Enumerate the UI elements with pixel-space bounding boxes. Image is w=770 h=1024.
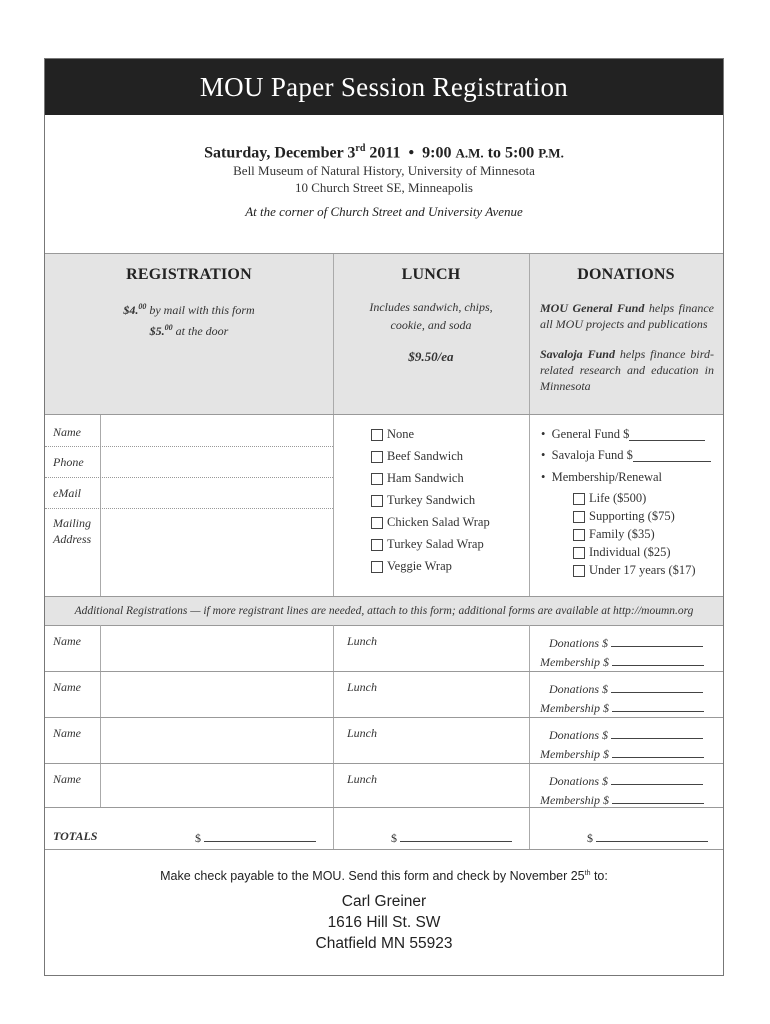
- checkbox-icon[interactable]: [371, 451, 383, 463]
- additional-row-donations[interactable]: Donations $: [549, 726, 703, 743]
- checkbox-icon[interactable]: [573, 493, 585, 505]
- checkbox-icon[interactable]: [371, 517, 383, 529]
- checkbox-icon[interactable]: [573, 511, 585, 523]
- additional-row-membership[interactable]: Membership $: [540, 653, 704, 670]
- bullet: •: [408, 144, 415, 162]
- total-registration[interactable]: $: [195, 829, 316, 846]
- mailing-address-input[interactable]: [101, 510, 333, 594]
- phone-label: Phone: [53, 455, 84, 469]
- mail-price: $4.00 by mail with this form: [123, 302, 255, 317]
- checkbox-icon[interactable]: [371, 539, 383, 551]
- event-details: [45, 115, 723, 254]
- address: 10 Church Street SE, Minneapolis: [294, 180, 473, 196]
- event-date-time: [45, 143, 723, 162]
- am-label: A.M.: [455, 145, 484, 161]
- name-input[interactable]: [101, 417, 333, 445]
- lunch-option-beef[interactable]: Beef Sandwich: [371, 449, 463, 464]
- registration-heading: REGISTRATION: [126, 266, 252, 283]
- additional-row-lunch-label: Lunch: [347, 680, 377, 694]
- lunch-description: Includes sandwich, chips, cookie, and soda $9.50/ea: [333, 298, 529, 366]
- additional-row-name-label: Name: [53, 680, 81, 694]
- door-price: $5.00 at the door: [149, 323, 229, 338]
- pm-label: P.M.: [538, 145, 564, 161]
- form-title: MOU Paper Session Registration: [45, 59, 723, 115]
- registration-prices: [45, 298, 333, 340]
- membership-family[interactable]: Family ($35): [573, 527, 655, 542]
- lunch-option-turkey-wrap[interactable]: Turkey Salad Wrap: [371, 537, 484, 552]
- registration-form: [44, 58, 724, 976]
- additional-row-name-label: Name: [53, 634, 81, 648]
- start-time: 9:00: [422, 144, 452, 162]
- lunch-option-none[interactable]: None: [371, 427, 414, 442]
- additional-row-lunch-label: Lunch: [347, 726, 377, 740]
- event-year: 2011: [365, 144, 401, 162]
- checkbox-icon[interactable]: [371, 473, 383, 485]
- mailing-address: [45, 891, 723, 954]
- event-date: Saturday, December 3: [204, 144, 356, 162]
- membership-supporting[interactable]: Supporting ($75): [573, 509, 675, 524]
- checkbox-icon[interactable]: [371, 429, 383, 441]
- checkbox-icon[interactable]: [371, 561, 383, 573]
- phone-input[interactable]: [101, 448, 333, 476]
- savaloja-fund-desc: Savaloja Fund helps finance bird-related research and education in Minnesota: [540, 347, 714, 393]
- membership-renewal: • Membership/Renewal: [541, 470, 663, 484]
- lunch-option-ham[interactable]: Ham Sandwich: [371, 471, 464, 486]
- additional-row-lunch-label: Lunch: [347, 772, 377, 786]
- membership-individual[interactable]: Individual ($25): [573, 545, 671, 560]
- additional-row-donations[interactable]: Donations $: [549, 680, 703, 697]
- donations-heading: DONATIONS: [577, 266, 675, 283]
- recipient-name: Carl Greiner: [341, 893, 427, 910]
- additional-registrations-note: Additional Registrations — if more registrant lines are needed, attach to this form; additional forms are available at http://moumn.org: [45, 596, 723, 626]
- additional-row-name-label: Name: [53, 772, 81, 786]
- donation-descriptions: [540, 300, 714, 394]
- additional-row-membership[interactable]: Membership $: [540, 745, 704, 762]
- checkbox-icon[interactable]: [573, 565, 585, 577]
- total-donations[interactable]: $: [587, 829, 708, 846]
- recipient-city: Chatfield MN 55923: [315, 935, 453, 952]
- email-input[interactable]: [101, 479, 333, 507]
- additional-row-membership[interactable]: Membership $: [540, 699, 704, 716]
- general-fund-desc: MOU General Fund helps finance all MOU projects and publications: [540, 301, 714, 331]
- membership-under-17[interactable]: Under 17 years ($17): [573, 563, 696, 578]
- lunch-price: $9.50/ea: [408, 349, 454, 364]
- totals-label: TOTALS: [53, 829, 98, 843]
- checkbox-icon[interactable]: [573, 529, 585, 541]
- email-label: eMail: [53, 486, 81, 500]
- checkbox-icon[interactable]: [573, 547, 585, 559]
- name-label: Name: [53, 425, 81, 439]
- info-band: [45, 254, 723, 415]
- savaloja-fund-line[interactable]: • Savaloja Fund $: [541, 448, 711, 463]
- additional-row-donations[interactable]: Donations $: [549, 772, 703, 789]
- lunch-option-turkey[interactable]: Turkey Sandwich: [371, 493, 475, 508]
- venue: Bell Museum of Natural History, University of Minnesota: [233, 163, 535, 179]
- end-time: 5:00: [504, 144, 535, 162]
- general-fund-line[interactable]: • General Fund $: [541, 427, 705, 442]
- additional-row-membership[interactable]: Membership $: [540, 791, 704, 808]
- mailing-instruction: Make check payable to the MOU. Send this form and check by November 25th to:: [160, 869, 608, 883]
- recipient-street: 1616 Hill St. SW: [327, 914, 441, 931]
- corner-note: At the corner of Church Street and University Avenue: [245, 204, 523, 220]
- to-label: to: [487, 144, 501, 162]
- additional-row-donations[interactable]: Donations $: [549, 634, 703, 651]
- membership-life[interactable]: Life ($500): [573, 491, 646, 506]
- lunch-option-veggie-wrap[interactable]: Veggie Wrap: [371, 559, 452, 574]
- additional-row-lunch-label: Lunch: [347, 634, 377, 648]
- checkbox-icon[interactable]: [371, 495, 383, 507]
- total-lunch[interactable]: $: [391, 829, 512, 846]
- lunch-option-chicken-wrap[interactable]: Chicken Salad Wrap: [371, 515, 490, 530]
- additional-row-name-label: Name: [53, 726, 81, 740]
- mailing-address-label: Mailing Address: [53, 516, 92, 546]
- lunch-heading: LUNCH: [401, 266, 461, 283]
- date-suffix: rd: [355, 143, 366, 154]
